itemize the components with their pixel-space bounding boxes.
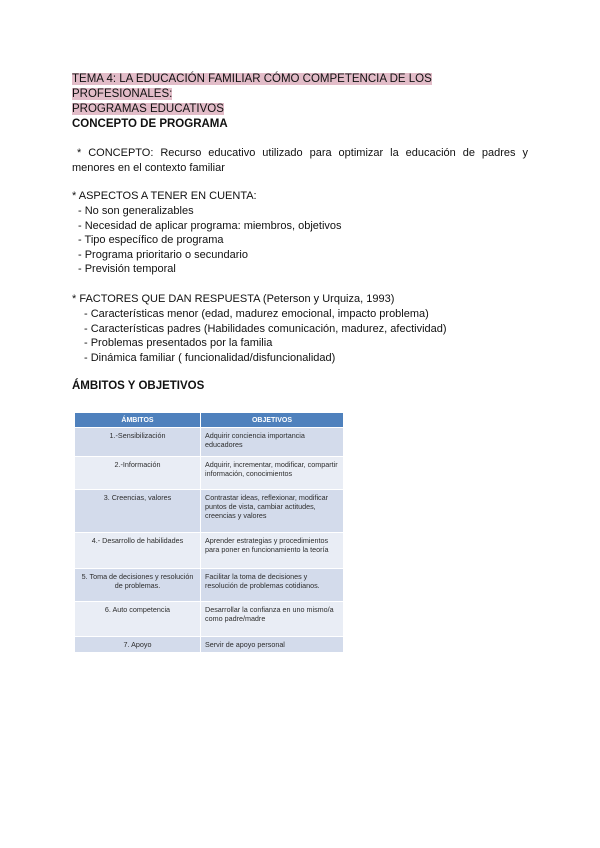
concepto-heading: CONCEPTO DE PROGRAMA [72,118,228,130]
ambitos-table [74,412,344,653]
title-line-2: PROGRAMAS EDUCATIVOS [72,103,224,115]
aspectos-list [78,204,342,277]
list-item: - Necesidad de aplicar programa: miembros, objetivos [78,219,342,232]
page-title [72,72,532,117]
table-row [75,428,344,457]
objetivo-cell: Aprender estrategias y procedimientos para poner en funcionamiento la teoría [201,533,344,569]
table-row [75,533,344,569]
list-item: - Características menor (edad, madurez emocional, impacto problema) [84,308,429,320]
list-item: - Características padres (Habilidades comunicación, madurez, afectividad) [84,322,447,335]
list-item: - Dinámica familiar ( funcionalidad/disfuncionalidad) [84,351,336,364]
concepto-line-1: * CONCEPTO: Recurso educativo utilizado para optimizar la educación de padres y [77,147,528,159]
objetivo-cell: Desarrollar la confianza en uno mismo/a como padre/madre [201,602,344,637]
factores-heading: * FACTORES QUE DAN RESPUESTA (Peterson y Urquiza, 1993) [72,293,395,305]
concepto-line-2: menores en el contexto familiar [72,162,225,174]
table-header-row [75,413,344,428]
objetivo-cell: Servir de apoyo personal [201,637,344,653]
ambito-cell: 7. Apoyo [75,637,201,653]
ambitos-heading: ÁMBITOS Y OBJETIVOS [72,380,205,392]
ambito-cell: 2.-Información [75,457,201,490]
ambito-cell: 4.- Desarrollo de habilidades [75,533,201,569]
aspectos-heading: * ASPECTOS A TENER EN CUENTA: [72,190,257,202]
list-item: - Programa prioritario o secundario [78,248,248,261]
table-row [75,457,344,490]
table-row [75,637,344,653]
table-row [75,569,344,602]
ambito-cell: 1.-Sensibilización [75,428,201,457]
ambito-cell: 5. Toma de decisiones y resolución de problemas. [75,569,201,602]
list-item: - Previsión temporal [78,263,176,276]
col-header-objetivos: OBJETIVOS [201,413,344,428]
col-header-ambitos: ÁMBITOS [75,413,201,428]
table-row [75,490,344,533]
title-line-1: TEMA 4: LA EDUCACIÓN FAMILIAR CÓMO COMPETENCIA DE LOS PROFESIONALES: [72,73,432,100]
objetivo-cell: Adquirir, incrementar, modificar, compartir información, conocimientos [201,457,344,490]
table-row [75,602,344,637]
list-item: - No son generalizables [78,205,194,217]
list-item: - Tipo específico de programa [78,234,224,247]
ambito-cell: 3. Creencias, valores [75,490,201,533]
objetivo-cell: Facilitar la toma de decisiones y resolución de problemas cotidianos. [201,569,344,602]
objetivo-cell: Adquirir conciencia importancia educadores [201,428,344,457]
objetivo-cell: Contrastar ideas, reflexionar, modificar puntos de vista, cambiar actitudes, creencias y valores [201,490,344,533]
ambito-cell: 6. Auto competencia [75,602,201,637]
list-item: - Problemas presentados por la familia [84,337,273,350]
factores-list [84,307,447,365]
